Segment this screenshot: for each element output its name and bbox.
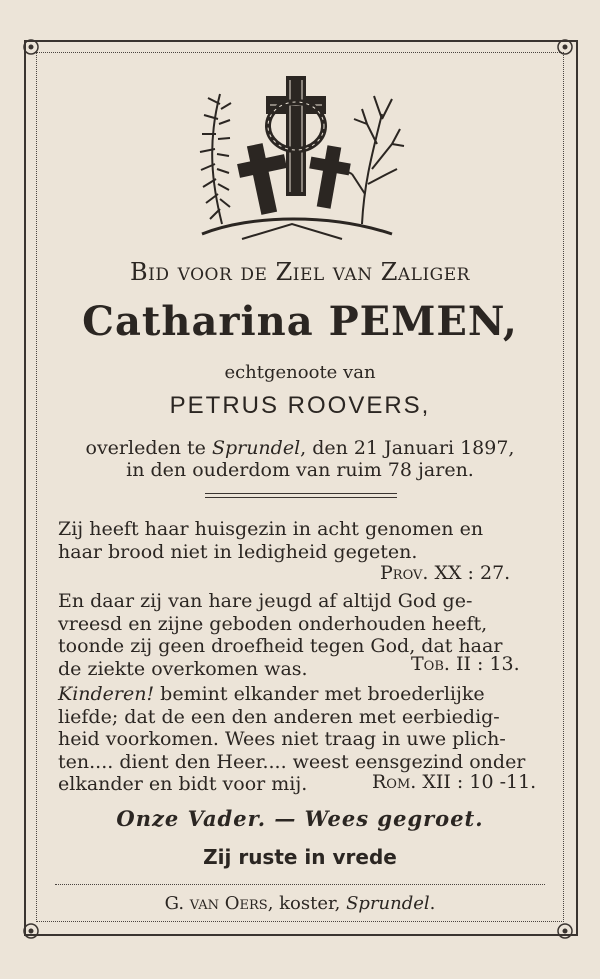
verse-line: En daar zij van hare jeugd af altijd God ge- — [58, 590, 473, 612]
corner-ornament-icon — [556, 922, 574, 940]
verse-line: toonde zij geen droefheid tegen God, dat haar — [58, 635, 503, 658]
verse-line: heid voorkomen. Wees niet traag in uwe plich- — [58, 728, 506, 751]
printer-line: G. van Oers, koster, Sprundel. — [164, 893, 436, 914]
heading: Bid voor de Ziel van Zaliger — [130, 258, 470, 286]
verse-1-reference: Prov. XX : 27. — [380, 562, 511, 584]
death-line-1: overleden te Sprundel, den 21 Januari 1897, — [85, 437, 515, 459]
bottom-divider — [55, 884, 545, 885]
verse-line: Kinderen! bemint elkander met broederlijke — [58, 683, 485, 705]
verse-line: elkander en bidt voor mij. — [58, 773, 308, 796]
spouse-name: PETRUS ROOVERS, — [169, 392, 431, 419]
printer-name: G. van Oers — [164, 893, 268, 914]
verse-2-reference: Tob. II : 13. — [411, 653, 520, 675]
printer-place: Sprundel — [346, 893, 430, 914]
corner-ornament-icon — [556, 38, 574, 56]
corner-ornament-icon — [22, 38, 40, 56]
verse-line: Zij heeft haar huisgezin in acht genomen en — [58, 518, 484, 540]
deceased-name: Catharina PEMEN, — [82, 298, 518, 345]
death-line-2: in den ouderdom van ruim 78 jaren. — [126, 459, 474, 481]
corner-ornament-icon — [22, 922, 40, 940]
verse-1 — [58, 518, 550, 563]
divider-rule — [205, 493, 397, 494]
death-place: Sprundel — [211, 437, 301, 459]
verse-line: liefde; dat de een den anderen met eerbiedig- — [58, 705, 500, 728]
prayers: Onze Vader. — Wees gegroet. — [116, 806, 484, 831]
rest-in-peace: Zij ruste in vrede — [203, 845, 397, 869]
divider-rule — [205, 497, 397, 498]
spouse-intro: echtgenoote van — [224, 362, 376, 383]
verse-line: de ziekte overkomen was. — [58, 657, 308, 680]
verse-line: haar brood niet in ledigheid gegeten. — [58, 540, 418, 563]
verse-line: vreesd en zijne geboden onderhouden heeft, — [58, 612, 488, 635]
verse-line: ten.... dient den Heer.... weest eensgezind onder — [58, 750, 526, 773]
memorial-cross-wreath-icon — [182, 74, 407, 246]
verse-3-reference: Rom. XII : 10 -11. — [372, 771, 537, 793]
verse-first-word: Kinderen! — [58, 683, 155, 705]
